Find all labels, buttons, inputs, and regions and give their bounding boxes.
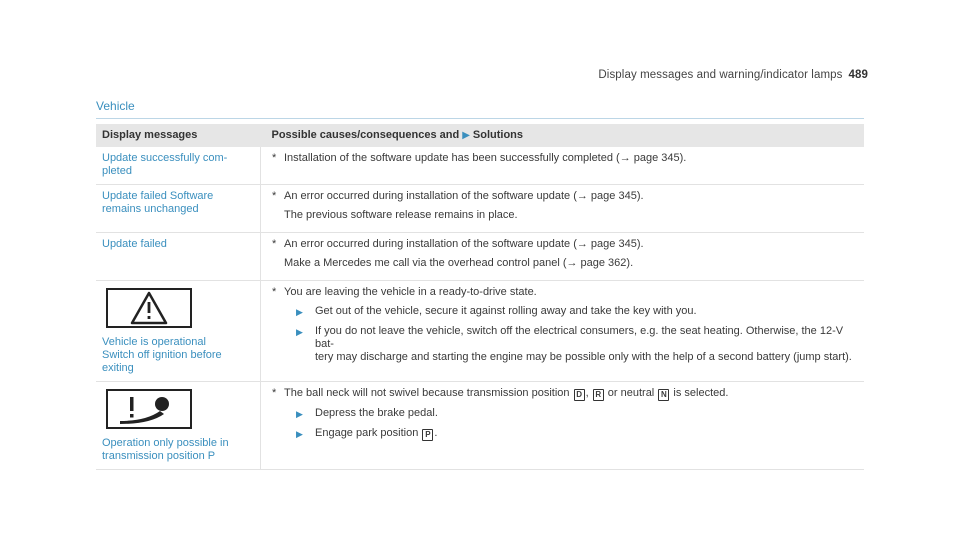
cause-text-part: or neutral <box>607 387 655 399</box>
transmission-r-key: R <box>593 389 604 401</box>
display-message-cell <box>96 147 261 185</box>
cause-marker: * <box>272 286 277 298</box>
cause-text: An error occurred during installation of the software update (→ page 345). <box>284 190 644 202</box>
display-message-cell <box>96 185 261 233</box>
page-header <box>598 69 868 81</box>
table-row <box>96 147 864 185</box>
cause-text: Installation of the software update has been successfully completed (→ page 345). <box>284 152 687 164</box>
solution-step-part: Engage park position <box>315 427 419 439</box>
step-arrow-icon: ▶ <box>296 409 303 419</box>
cause-text <box>284 387 728 401</box>
solution-step <box>272 427 858 441</box>
cause-cell <box>261 147 865 185</box>
solution-step-text <box>315 427 437 441</box>
step-arrow-icon: ▶ <box>296 327 303 337</box>
solution-arrow-icon: ▶ <box>462 130 470 141</box>
cause-cell <box>261 281 865 382</box>
separator: , <box>585 387 589 399</box>
table-header-row <box>96 124 864 147</box>
step-arrow-icon: ▶ <box>296 429 303 439</box>
column-header-causes-label: Possible causes/consequences and <box>271 129 460 141</box>
step-arrow-icon: ▶ <box>296 307 303 317</box>
cause-cell <box>261 185 865 233</box>
cause-cell <box>261 233 865 281</box>
transmission-n-key: N <box>658 389 669 401</box>
section-divider <box>96 118 864 119</box>
solution-step-text: Depress the brake pedal. <box>315 407 438 419</box>
transmission-p-key: P <box>422 429 433 441</box>
gear-selector-warning-icon <box>102 389 254 429</box>
cause-cell <box>261 382 865 470</box>
cause-note: Make a Mercedes me call via the overhead control panel (→ page 362). <box>284 257 634 269</box>
solution-step-part: . <box>434 427 438 439</box>
table-row <box>96 233 864 281</box>
warning-triangle-icon <box>102 288 254 328</box>
cause-text: An error occurred during installation of the software update (→ page 345). <box>284 238 644 250</box>
display-message-cell <box>96 382 261 470</box>
solution-step <box>272 325 858 364</box>
column-header-display-messages: Display messages <box>96 124 261 147</box>
cause-marker: * <box>272 238 277 250</box>
messages-table <box>96 124 864 470</box>
cause-text-part: is selected. <box>673 387 729 399</box>
solution-step-text: Get out of the vehicle, secure it against rolling away and take the key with you. <box>315 305 697 317</box>
cause-marker: * <box>272 387 277 399</box>
cause-text: You are leaving the vehicle in a ready-to-drive state. <box>284 286 537 298</box>
display-message: Update failed Software remains unchanged <box>102 190 214 215</box>
cause-note: The previous software release remains in place. <box>284 209 518 221</box>
cause-marker: * <box>272 190 277 202</box>
solution-step <box>272 407 858 421</box>
display-message-cell <box>96 281 261 382</box>
page-header-title: Display messages and warning/indicator lamps <box>598 69 843 81</box>
display-message: Update failed <box>102 238 167 250</box>
display-message: Vehicle is operational Switch off ignition before exiting <box>102 336 222 374</box>
solution-step-text: If you do not leave the vehicle, switch off the electrical consumers, e.g. the seat heating. Otherwise, the 12-V bat- tery may discharge and starting the engine may be possible only with the help of a second battery (jump start). <box>315 325 852 363</box>
page-number: 489 <box>848 69 868 81</box>
solution-step <box>272 305 858 319</box>
display-message: Update successfully com- pleted <box>102 152 228 177</box>
column-header-causes <box>261 124 865 147</box>
table-row <box>96 382 864 470</box>
table-row <box>96 185 864 233</box>
table-row <box>96 281 864 382</box>
display-message: Operation only possible in transmission position P <box>102 437 229 462</box>
column-header-solutions-label: Solutions <box>472 129 524 141</box>
cause-marker: * <box>272 152 277 164</box>
section-title: Vehicle <box>96 99 135 113</box>
display-message-cell <box>96 233 261 281</box>
transmission-d-key: D <box>574 389 585 401</box>
cause-text-part: The ball neck will not swivel because transmission position <box>284 387 570 399</box>
